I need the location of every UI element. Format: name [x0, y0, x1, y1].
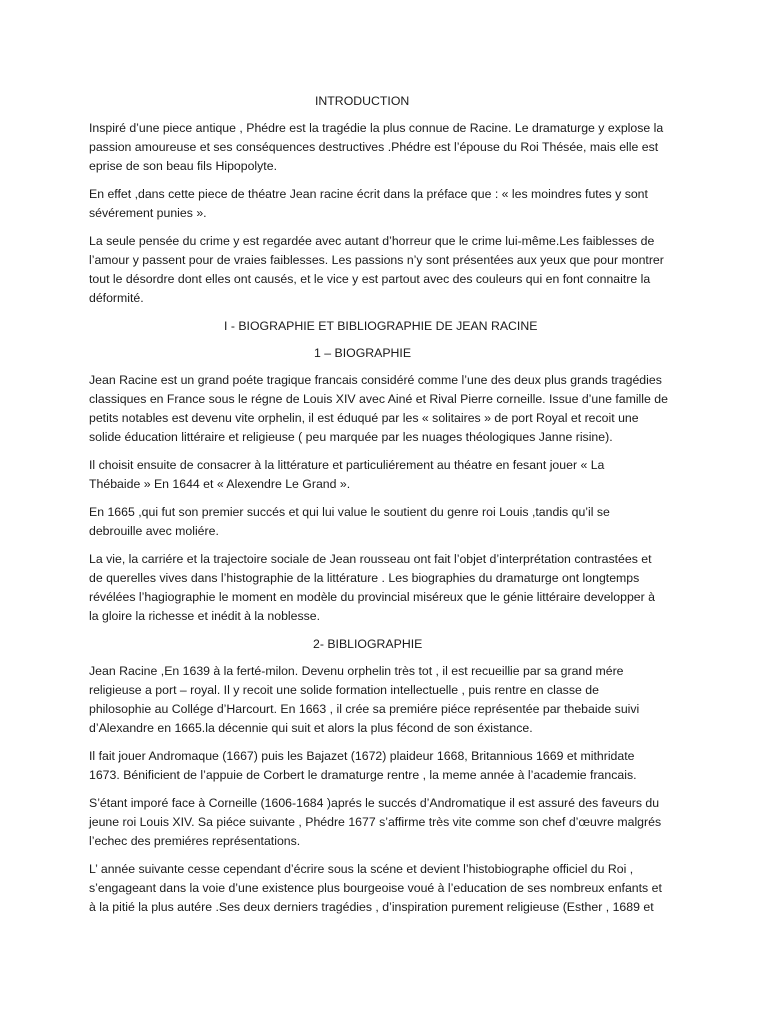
paragraph-line: 1673. Bénificient de l’appuie de Corbert le dramaturge rentre , la meme année à l’academie francais.: [89, 768, 637, 782]
paragraph-line: classiques en France sous le régne de Louis XIV avec Ainé et Rival Pierre corneille. Issue d’une famille de: [89, 392, 668, 406]
paragraph: [89, 550, 681, 626]
paragraph-line: La vie, la carriére et la trajectoire sociale de Jean rousseau ont fait l’objet d’interprétation contrastées et: [89, 552, 652, 566]
biography-section: [89, 371, 681, 626]
paragraph: [89, 860, 681, 917]
biography-heading: 1 – BIOGRAPHIE: [314, 346, 412, 360]
paragraph-line: Jean Racine est un grand poéte tragique francais considéré comme l’une des deux plus grands tragédies: [89, 373, 662, 387]
paragraph: [89, 503, 681, 541]
paragraph: [89, 662, 681, 738]
document-body: [89, 92, 681, 926]
paragraph-line: l’echec des premiéres représentations.: [89, 834, 301, 848]
paragraph-line: de querelles vives dans l’histographie de la littérature . Les biographies du dramaturge ont longtemps: [89, 571, 640, 585]
paragraph: [89, 185, 681, 223]
paragraph: [89, 371, 681, 447]
part1-heading: I - BIOGRAPHIE ET BIBLIOGRAPHIE DE JEAN RACINE: [224, 319, 538, 333]
paragraph: [89, 232, 681, 308]
paragraph-line: déformité.: [89, 291, 144, 305]
paragraph-line: révélées l’hagiographie le moment en modèle du provincial miséreux que le génie littéraire developper à: [89, 590, 655, 604]
paragraph-line: Thébaide » En 1644 et « Alexendre Le Grand ».: [89, 477, 351, 491]
paragraph-line: la gloire la richesse et inédit à la noblesse.: [89, 609, 321, 623]
paragraph-line: religieuse a port – royal. Il y recoit une solide formation intellectuelle , puis rentre en classe de: [89, 683, 599, 697]
paragraph-line: sévérement punies ».: [89, 206, 207, 220]
paragraph-line: En 1665 ,qui fut son premier succés et qui lui value le soutient du genre roi Louis ,tandis qu’il se: [89, 505, 610, 519]
paragraph-line: l’amour y passent pour de vraies faiblesses. Les passions n’y sont présentées aux yeux que pour montrer: [89, 253, 664, 267]
paragraph-line: petits notables est devenu vite orphelin, il est éduqué par les « solitaires » de port Royal et recoit une: [89, 411, 639, 425]
paragraph-line: eprise de son beau fils Hipopolyte.: [89, 159, 277, 173]
paragraph-line: philosophie au Collége d’Harcourt. En 1663 , il crée sa premiére piéce représentée par thebaide suivi: [89, 702, 640, 716]
bibliography-section: [89, 662, 681, 917]
paragraph-line: tout le désordre dont elles ont causés, et le vice y est partout avec des couleurs qui en font connaitre la: [89, 272, 651, 286]
introduction-section: [89, 119, 681, 308]
introduction-heading: INTRODUCTION: [315, 94, 410, 108]
paragraph: [89, 794, 681, 851]
paragraph-line: passion amoureuse et ses conséquences destructives .Phédre est l’épouse du Roi Thésée, mais elle est: [89, 140, 659, 154]
paragraph-line: d’Alexandre en 1665.la décennie qui suit et alors la plus fécond de son éxistance.: [89, 721, 533, 735]
paragraph-line: Il choisit ensuite de consacrer à la littérature et particuliérement au théatre en fesant jouer « La: [89, 458, 605, 472]
paragraph-line: S’étant imporé face à Corneille (1606-1684 )aprés le succés d’Andromatique il est assuré des faveurs du: [89, 796, 660, 810]
paragraph: [89, 747, 681, 785]
paragraph-line: solide éducation littéraire et religieuse ( peu marquée par les nuages théologiques Janne risine).: [89, 430, 613, 444]
paragraph-line: jeune roi Louis XIV. Sa piéce suivante , Phédre 1677 s’affirme très vite comme son chef d’œuvre malgrés: [89, 815, 662, 829]
paragraph-line: En effet ,dans cette piece de théatre Jean racine écrit dans la préface que : « les moindres futes y sont: [89, 187, 648, 201]
paragraph-line: s’engageant dans la voie d’une existence plus bourgeoise voué à l’education de ses nombreux enfants et: [89, 881, 662, 895]
bibliography-heading: 2- BIBLIOGRAPHIE: [313, 637, 423, 651]
paragraph: [89, 456, 681, 494]
paragraph-line: L’ année suivante cesse cependant d’écrire sous la scéne et devient l’histobiographe officiel du Roi ,: [89, 862, 634, 876]
paragraph-line: à la pitié la plus autére .Ses deux derniers tragédies , d’inspiration purement religieuse (Esther , 1689 et: [89, 900, 654, 914]
paragraph-line: Il fait jouer Andromaque (1667) puis les Bajazet (1672) plaideur 1668, Britannious 1669 et mithridate: [89, 749, 635, 763]
paragraph-line: La seule pensée du crime y est regardée avec autant d’horreur que le crime lui-même.Les faiblesses de: [89, 234, 655, 248]
paragraph-line: Inspiré d’une piece antique , Phédre est la tragédie la plus connue de Racine. Le dramaturge y explose la: [89, 121, 664, 135]
paragraph-line: Jean Racine ,En 1639 à la ferté-milon. Devenu orphelin très tot , il est recueillie par sa grand mére: [89, 664, 624, 678]
paragraph: [89, 119, 681, 176]
paragraph-line: debrouille avec moliére.: [89, 524, 219, 538]
